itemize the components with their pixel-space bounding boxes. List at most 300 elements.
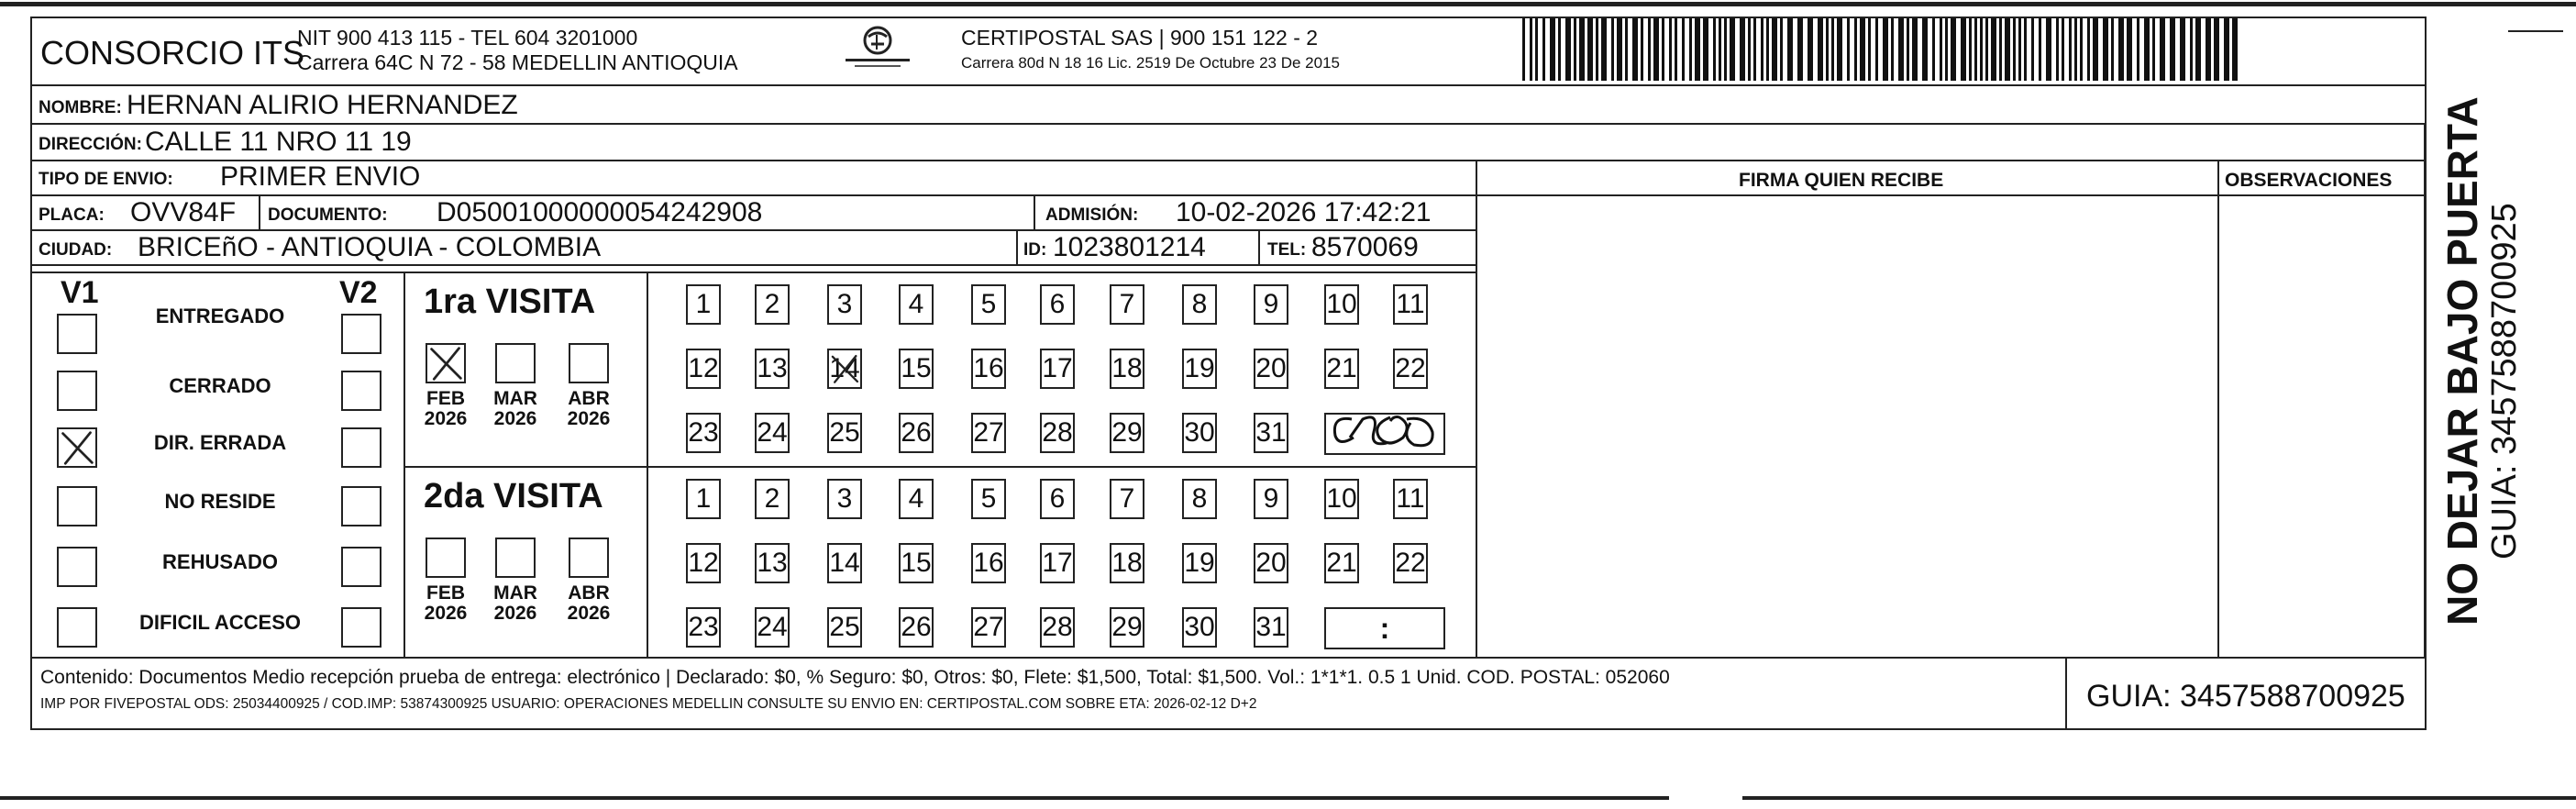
day-box[interactable] <box>971 349 1006 389</box>
barcode-bar <box>1730 18 1735 81</box>
barcode-bar <box>1719 18 1721 81</box>
day-number: 11 <box>1396 289 1425 319</box>
barcode-bar <box>1617 18 1622 81</box>
day-box[interactable] <box>1040 543 1075 583</box>
day-box[interactable] <box>1040 607 1075 648</box>
day-box[interactable] <box>827 413 862 453</box>
ciudad-id-divider <box>1016 229 1018 264</box>
month-name: FEB <box>426 582 465 604</box>
day-box[interactable] <box>1254 284 1288 325</box>
day-number: 28 <box>1042 612 1073 642</box>
day-box[interactable] <box>1110 607 1144 648</box>
day-number: 1 <box>695 289 712 319</box>
barcode-bar <box>1974 18 1977 81</box>
ciudad-label: CIUDAD: <box>39 240 113 260</box>
day-box[interactable] <box>1040 413 1075 453</box>
month-year: 2026 <box>567 603 611 625</box>
month-checkbox[interactable] <box>495 343 536 383</box>
day-number: 10 <box>1326 483 1357 514</box>
day-number: 22 <box>1395 353 1426 383</box>
day-number: 24 <box>757 417 788 448</box>
day-number: 10 <box>1326 289 1357 319</box>
header-divider <box>30 84 2427 86</box>
v1-header: V1 <box>61 275 99 310</box>
barcode-bar <box>1565 18 1571 81</box>
day-box[interactable] <box>827 607 862 648</box>
barcode-bar <box>1675 18 1677 81</box>
day-box[interactable] <box>1324 284 1359 325</box>
placa-value: OVV84F <box>130 197 237 227</box>
barcode-bar <box>2013 18 2016 81</box>
barcode-bar <box>1999 18 2002 81</box>
day-box[interactable] <box>1110 284 1144 325</box>
barcode-bar <box>1826 18 1829 81</box>
barcode-bar <box>2127 18 2132 81</box>
barcode-bar <box>2069 18 2072 81</box>
firma-header: FIRMA QUIEN RECIBE <box>1739 170 1944 191</box>
barcode-bar <box>1951 18 1956 81</box>
barcode-bar <box>1689 18 1692 81</box>
barcode-bar <box>2056 18 2059 81</box>
barcode-bar <box>1922 18 1928 81</box>
day-box[interactable] <box>899 607 934 648</box>
v1-checkbox[interactable] <box>57 371 97 411</box>
barcode-bar <box>1883 18 1888 81</box>
barcode-bar <box>1761 18 1763 81</box>
barcode-bar <box>1535 18 1538 81</box>
month-checkbox[interactable] <box>495 537 536 578</box>
barcode-bar <box>1797 18 1803 81</box>
day-number: 16 <box>973 548 1004 578</box>
day-number: 7 <box>1119 289 1135 319</box>
month-name: FEB <box>426 388 465 409</box>
row-line-ciudad <box>30 264 1477 266</box>
day-box[interactable] <box>686 543 721 583</box>
day-number: 8 <box>1191 289 1208 319</box>
month-name: MAR <box>493 582 537 604</box>
v1-checkbox[interactable] <box>57 607 97 648</box>
day-box[interactable] <box>1393 284 1428 325</box>
barcode-bar <box>1579 18 1585 81</box>
day-number: 4 <box>908 289 924 319</box>
day-number: 12 <box>688 548 719 578</box>
v1-checkbox[interactable] <box>57 547 97 587</box>
barcode-bar <box>1611 18 1614 81</box>
barcode-bar <box>1601 18 1607 81</box>
barcode-bar <box>2080 18 2083 81</box>
barcode-bar <box>1945 18 1948 81</box>
placa-label: PLACA: <box>39 205 105 225</box>
day-box[interactable] <box>1393 349 1428 389</box>
month-year: 2026 <box>567 408 611 430</box>
day-number: 9 <box>1263 483 1279 514</box>
day-number: 26 <box>901 612 932 642</box>
day-number: 18 <box>1111 353 1143 383</box>
day-number: 14 <box>829 353 860 383</box>
barcode-bar <box>2180 18 2185 81</box>
col-line-right <box>2424 123 2426 657</box>
month-year: 2026 <box>493 408 537 430</box>
company-name: CONSORCIO ITS <box>40 34 305 72</box>
day-number: 8 <box>1191 483 1208 514</box>
day-box[interactable] <box>1324 479 1359 519</box>
time-field[interactable] <box>1324 607 1445 649</box>
barcode-bar <box>1985 18 1988 81</box>
day-box[interactable] <box>1040 349 1075 389</box>
month-label <box>488 389 543 429</box>
visit-title: 1ra VISITA <box>424 283 596 321</box>
barcode-bar <box>1854 18 1857 81</box>
day-box[interactable] <box>1254 413 1288 453</box>
day-number: 2 <box>764 289 780 319</box>
placa-doc-divider <box>259 194 260 229</box>
barcode-bar <box>1907 18 1909 81</box>
day-x-mark <box>829 350 860 387</box>
day-number: 28 <box>1042 417 1073 448</box>
barcode-bar <box>2018 18 2021 81</box>
day-number: 1 <box>695 483 712 514</box>
day-box[interactable] <box>899 543 934 583</box>
visit-days-divider <box>647 272 648 657</box>
side-guia: GUIA: 3457588700925 <box>2485 203 2524 560</box>
month-label <box>418 583 473 624</box>
barcode-bar <box>1772 18 1777 81</box>
col-line-obs <box>2217 160 2219 657</box>
barcode-bar <box>1753 18 1756 81</box>
barcode-bar <box>2046 18 2051 81</box>
row-line-mid <box>404 466 1477 468</box>
barcode-bar <box>2111 18 2114 81</box>
barcode-bar <box>1530 18 1532 81</box>
v2-checkbox[interactable] <box>341 371 381 411</box>
barcode-bar <box>1898 18 1904 81</box>
barcode-bar <box>2118 18 2124 81</box>
barcode-bar <box>2195 18 2201 81</box>
day-number: 4 <box>908 483 924 514</box>
barcode-bar <box>1980 18 1983 81</box>
tel-label: TEL: <box>1267 240 1307 260</box>
barcode-bar <box>1662 18 1664 81</box>
day-box[interactable] <box>686 413 721 453</box>
day-number: 11 <box>1396 483 1425 514</box>
admision-value: 10-02-2026 17:42:21 <box>1176 197 1432 227</box>
barcode-bar <box>2190 18 2193 81</box>
status-label: NO RESIDE <box>164 490 276 513</box>
day-box[interactable] <box>899 349 934 389</box>
day-number: 9 <box>1263 289 1279 319</box>
id-tel-divider <box>1258 229 1260 264</box>
day-box[interactable] <box>1254 479 1288 519</box>
top-edge-line <box>0 2 2576 6</box>
day-box[interactable] <box>1110 479 1144 519</box>
barcode-bar <box>2039 18 2041 81</box>
barcode-bar <box>1932 18 1935 81</box>
barcode-bar <box>1669 18 1672 81</box>
company-line-2: Carrera 64C N 72 - 58 MEDELLIN ANTIOQUIA <box>297 50 738 74</box>
time-value: : <box>1379 611 1390 645</box>
day-box[interactable] <box>1254 349 1288 389</box>
visit-title: 2da VISITA <box>424 477 603 515</box>
id-label: ID: <box>1023 240 1047 260</box>
time-scribble <box>1326 410 1443 458</box>
tel-value: 8570069 <box>1311 232 1419 262</box>
day-box[interactable] <box>1040 284 1075 325</box>
v2-header: V2 <box>339 275 378 310</box>
day-number: 19 <box>1184 353 1215 383</box>
barcode-bar <box>2024 18 2027 81</box>
day-number: 23 <box>688 417 719 448</box>
day-box[interactable] <box>971 413 1006 453</box>
tipo-envio-label: TIPO DE ENVIO: <box>39 170 173 189</box>
bottom-line <box>0 796 1669 800</box>
barcode-bar <box>1969 18 1972 81</box>
day-box[interactable] <box>1254 607 1288 648</box>
v2-checkbox[interactable] <box>341 607 381 648</box>
tipo-envio-value: PRIMER ENVIO <box>220 161 421 192</box>
day-box[interactable] <box>686 284 721 325</box>
doc-admision-divider <box>1034 194 1035 229</box>
id-value: 1023801214 <box>1053 232 1206 262</box>
v1-checkbox[interactable] <box>57 314 97 354</box>
day-number: 21 <box>1326 548 1357 578</box>
day-box[interactable] <box>686 479 721 519</box>
barcode-bar <box>1780 18 1783 81</box>
barcode-bar <box>2137 18 2139 81</box>
courier-line-2: Carrera 80d N 18 16 Lic. 2519 De Octubre 23 De 2015 <box>961 54 1340 72</box>
day-box[interactable] <box>1182 607 1217 648</box>
documento-value: D05001000000054242908 <box>437 197 763 227</box>
day-box[interactable] <box>1182 413 1217 453</box>
barcode-bar <box>2031 18 2034 81</box>
tracking-barcode <box>1522 18 2242 81</box>
day-number: 23 <box>688 612 719 642</box>
month-label <box>561 389 616 429</box>
barcode-bar <box>1703 18 1708 81</box>
day-number: 18 <box>1111 548 1143 578</box>
day-number: 25 <box>829 612 860 642</box>
day-number: 27 <box>973 612 1004 642</box>
barcode-bar <box>2087 18 2090 81</box>
month-checkbox[interactable] <box>569 537 609 578</box>
day-number: 31 <box>1255 612 1287 642</box>
day-number: 27 <box>973 417 1004 448</box>
firma-header-line <box>1476 194 2426 196</box>
footer-guia-divider <box>2065 657 2067 730</box>
day-box[interactable] <box>755 543 790 583</box>
barcode-bar <box>1724 18 1727 81</box>
day-number: 22 <box>1395 548 1426 578</box>
day-number: 26 <box>901 417 932 448</box>
day-number: 30 <box>1184 417 1215 448</box>
v2-checkbox[interactable] <box>341 314 381 354</box>
documento-label: DOCUMENTO: <box>268 205 388 225</box>
day-box[interactable] <box>1110 349 1144 389</box>
barcode-bar <box>1542 18 1545 81</box>
month-checkbox[interactable] <box>426 537 466 578</box>
day-box[interactable] <box>755 607 790 648</box>
status-label: CERRADO <box>169 374 271 397</box>
barcode-bar <box>1682 18 1685 81</box>
day-box[interactable] <box>1182 284 1217 325</box>
day-number: 12 <box>688 353 719 383</box>
barcode-bar <box>1808 18 1813 81</box>
barcode-bar <box>1587 18 1593 81</box>
barcode-bar <box>2005 18 2010 81</box>
month-label <box>488 583 543 624</box>
status-label: DIFICIL ACCESO <box>138 611 301 634</box>
day-number: 25 <box>829 417 860 448</box>
day-box[interactable] <box>1324 543 1359 583</box>
day-number: 24 <box>757 612 788 642</box>
day-box[interactable] <box>1040 479 1075 519</box>
day-box[interactable] <box>1182 349 1217 389</box>
observaciones-header: OBSERVACIONES <box>2225 170 2393 191</box>
day-box[interactable] <box>755 479 790 519</box>
day-box[interactable] <box>1393 543 1428 583</box>
day-box[interactable] <box>1324 349 1359 389</box>
day-number: 30 <box>1184 612 1215 642</box>
status-label: REHUSADO <box>162 550 278 573</box>
day-box[interactable] <box>827 543 862 583</box>
v2-checkbox[interactable] <box>341 427 381 468</box>
barcode-bar <box>1558 18 1561 81</box>
month-name: ABR <box>568 388 610 409</box>
barcode-bar <box>1831 18 1834 81</box>
day-box[interactable] <box>827 479 862 519</box>
day-number: 3 <box>836 483 853 514</box>
footer-contents: Contenido: Documentos Medio recepción prueba de entrega: electrónico | Declarado: $0, % Seguro: $0, Otros: $0, Flete: $1,500, Total: $1,500. Vol.: 1*1*1. 0.5 1 Unid. COD. POSTAL: 052060 <box>40 667 1670 688</box>
barcode-bar <box>1596 18 1598 81</box>
month-year: 2026 <box>493 603 537 625</box>
day-number: 31 <box>1255 417 1287 448</box>
month-checkbox[interactable] <box>426 343 466 383</box>
day-number: 17 <box>1042 548 1073 578</box>
day-box[interactable] <box>755 349 790 389</box>
time-field[interactable] <box>1324 413 1445 455</box>
bottom-line-right <box>1742 796 2576 800</box>
barcode-bar <box>1625 18 1628 81</box>
barcode-bar <box>1713 18 1716 81</box>
month-checkbox[interactable] <box>569 343 609 383</box>
barcode-bar <box>1648 18 1651 81</box>
day-number: 29 <box>1111 417 1143 448</box>
footer-print-info: IMP POR FIVEPOSTAL ODS: 25034400925 / COD.IMP: 53874300925 USUARIO: OPERACIONES MEDELLIN CONSULTE SU ENVIO EN: CERTIPOSTAL.COM SOBRE ETA: 2026-02-12 D+2 <box>40 696 1257 712</box>
day-box[interactable] <box>899 479 934 519</box>
day-box[interactable] <box>755 413 790 453</box>
day-number: 5 <box>980 289 997 319</box>
nombre-value: HERNAN ALIRIO HERNANDEZ <box>127 90 518 120</box>
row-line-nombre <box>30 123 2427 125</box>
day-number: 14 <box>829 548 860 578</box>
v2-checkbox[interactable] <box>341 547 381 587</box>
day-box[interactable] <box>1182 479 1217 519</box>
day-number: 20 <box>1255 353 1287 383</box>
barcode-bar <box>1740 18 1745 81</box>
day-box[interactable] <box>971 607 1006 648</box>
status-label: DIR. ERRADA <box>153 431 287 454</box>
barcode-bar <box>2152 18 2155 81</box>
day-box[interactable] <box>1182 543 1217 583</box>
barcode-bar <box>1868 18 1871 81</box>
day-box[interactable] <box>1254 543 1288 583</box>
barcode-bar <box>2232 18 2238 81</box>
courier-line-1: CERTIPOSTAL SAS | 900 151 122 - 2 <box>961 26 1319 50</box>
day-number: 15 <box>901 548 932 578</box>
col-line-firma <box>1476 160 1477 657</box>
day-box[interactable] <box>1110 413 1144 453</box>
month-year: 2026 <box>424 603 468 625</box>
v2-checkbox[interactable] <box>341 486 381 526</box>
day-number: 19 <box>1184 548 1215 578</box>
day-number: 6 <box>1049 483 1066 514</box>
barcode-bar <box>2074 18 2077 81</box>
barcode-bar <box>1940 18 1942 81</box>
day-box[interactable] <box>827 349 862 389</box>
v1-checkbox[interactable] <box>57 486 97 526</box>
barcode-bar <box>1653 18 1659 81</box>
day-box[interactable] <box>1393 479 1428 519</box>
day-box[interactable] <box>686 607 721 648</box>
day-box[interactable] <box>971 543 1006 583</box>
barcode-bar <box>1574 18 1576 81</box>
day-box[interactable] <box>899 413 934 453</box>
day-box[interactable] <box>971 284 1006 325</box>
month-year: 2026 <box>424 408 468 430</box>
barcode-bar <box>2144 18 2150 81</box>
day-box[interactable] <box>899 284 934 325</box>
barcode-bar <box>1632 18 1638 81</box>
v1-checkbox[interactable] <box>57 427 97 468</box>
company-line-1: NIT 900 413 115 - TEL 604 3201000 <box>297 26 638 50</box>
day-box[interactable] <box>971 479 1006 519</box>
day-box[interactable] <box>1110 543 1144 583</box>
barcode-bar <box>2206 18 2211 81</box>
day-number: 2 <box>764 483 780 514</box>
day-number: 29 <box>1111 612 1143 642</box>
barcode-bar <box>2062 18 2064 81</box>
barcode-bar <box>2214 18 2219 81</box>
row-line-footer <box>30 657 2427 659</box>
month-name: MAR <box>493 388 537 409</box>
day-number: 6 <box>1049 289 1066 319</box>
certipostal-logo <box>836 22 919 75</box>
barcode-bar <box>1787 18 1793 81</box>
barcode-bar <box>2170 18 2175 81</box>
day-number: 15 <box>901 353 932 383</box>
barcode-bar <box>1522 18 1525 81</box>
footer-guia: GUIA: 3457588700925 <box>2086 679 2405 714</box>
status-visit-divider <box>404 272 405 657</box>
barcode-bar <box>2103 18 2108 81</box>
month-name: ABR <box>568 582 610 604</box>
month-label <box>561 583 616 624</box>
barcode-bar <box>1748 18 1751 81</box>
barcode-bar <box>2093 18 2098 81</box>
day-number: 20 <box>1255 548 1287 578</box>
admision-label: ADMISIÓN: <box>1045 205 1139 225</box>
day-box[interactable] <box>827 284 862 325</box>
day-number: 13 <box>757 548 788 578</box>
barcode-bar <box>2224 18 2229 81</box>
day-box[interactable] <box>755 284 790 325</box>
day-box[interactable] <box>686 349 721 389</box>
barcode-bar <box>1766 18 1769 81</box>
month-label <box>418 389 473 429</box>
status-label: ENTREGADO <box>155 305 285 327</box>
barcode-bar <box>1818 18 1823 81</box>
day-number: 5 <box>980 483 997 514</box>
day-number: 16 <box>973 353 1004 383</box>
